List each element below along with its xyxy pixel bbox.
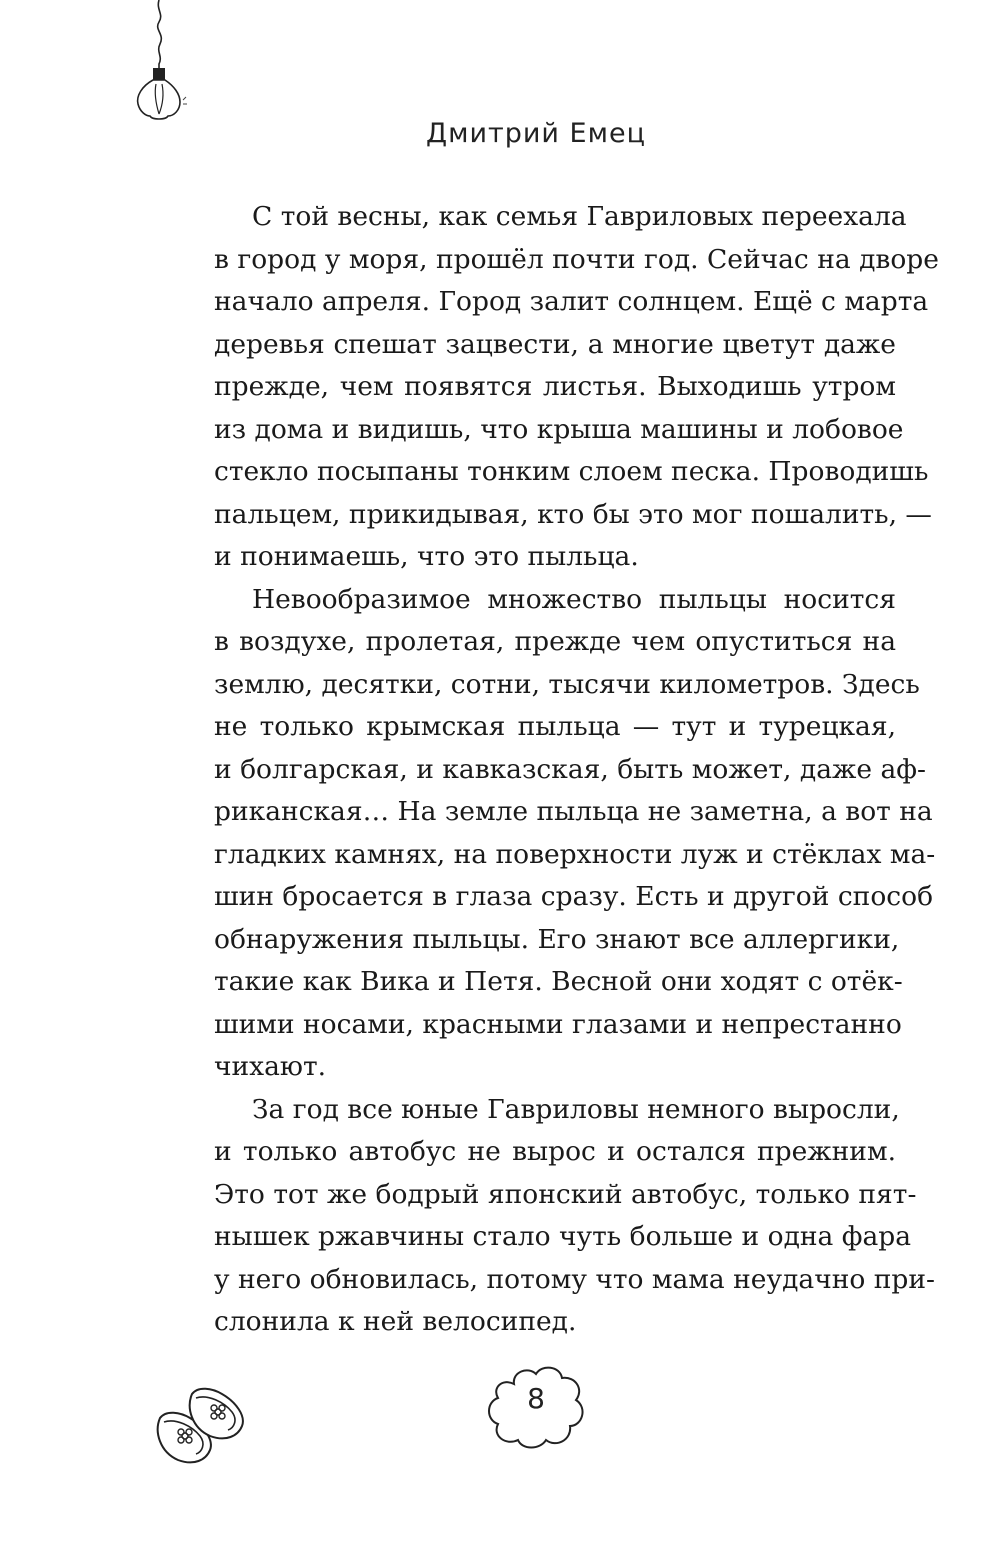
light-bulb-icon bbox=[132, 0, 192, 126]
text-line: нышек ржавчины стало чуть больше и одна фара bbox=[214, 1221, 912, 1252]
text-line: За год все юные Гавриловы немного выросли, bbox=[252, 1093, 900, 1125]
paragraph bbox=[176, 196, 939, 579]
text-line: Невообразимое множество пыльцы носится bbox=[252, 583, 896, 615]
text-line: в город у моря, прошёл почти год. Сейчас на дворе bbox=[214, 243, 939, 275]
text-line: деревья спешат зацвести, а многие цветут даже bbox=[214, 328, 896, 360]
slippers-icon bbox=[150, 1360, 270, 1470]
body-text bbox=[176, 196, 939, 1344]
running-head: Дмитрий Емец bbox=[426, 118, 646, 149]
text-line: не только крымская пыльца — тут и турецкая, bbox=[214, 711, 896, 742]
text-line: слонила к ней велосипед. bbox=[214, 1306, 577, 1337]
text-line: начало апреля. Город залит солнцем. Ещё с марта bbox=[214, 286, 929, 317]
text-line: чихают. bbox=[214, 1051, 327, 1082]
text-line: из дома и видишь, что крыша машины и лобовое bbox=[214, 413, 904, 445]
text-line: такие как Вика и Петя. Весной они ходят с отёк- bbox=[214, 966, 903, 997]
text-line: и только автобус не вырос и остался прежним. bbox=[214, 1136, 896, 1167]
text-line: С той весны, как семья Гавриловых переехала bbox=[252, 201, 907, 232]
text-line: и понимаешь, что это пыльца. bbox=[214, 541, 639, 572]
text-line: в воздухе, пролетая, прежде чем опуститься на bbox=[214, 626, 896, 657]
text-line: и болгарская, и кавказская, быть может, даже аф- bbox=[214, 753, 926, 785]
text-line: пальцем, прикидывая, кто бы это мог пошалить, — bbox=[214, 498, 932, 530]
page-number: 8 bbox=[527, 1382, 545, 1415]
text-line: риканская… На земле пыльца не заметна, а вот на bbox=[214, 796, 933, 827]
paragraph bbox=[176, 579, 936, 1089]
text-line: обнаружения пыльцы. Его знают все аллергики, bbox=[214, 923, 900, 955]
text-line: прежде, чем появятся листья. Выходишь утром bbox=[214, 371, 896, 402]
text-line: шин бросается в глаза сразу. Есть и другой способ bbox=[214, 881, 934, 912]
paragraph bbox=[176, 1089, 935, 1344]
text-line: у него обновилась, потому что мама неудачно при- bbox=[214, 1263, 935, 1295]
text-line: Это тот же бодрый японский автобус, только пят- bbox=[214, 1178, 917, 1210]
text-line: шими носами, красными глазами и непрестанно bbox=[214, 1008, 902, 1040]
text-line: землю, десятки, сотни, тысячи километров. Здесь bbox=[214, 668, 920, 700]
text-line: стекло посыпаны тонким слоем песка. Проводишь bbox=[214, 456, 929, 487]
text-line: гладких камнях, на поверхности луж и стёклах ма- bbox=[214, 838, 936, 870]
